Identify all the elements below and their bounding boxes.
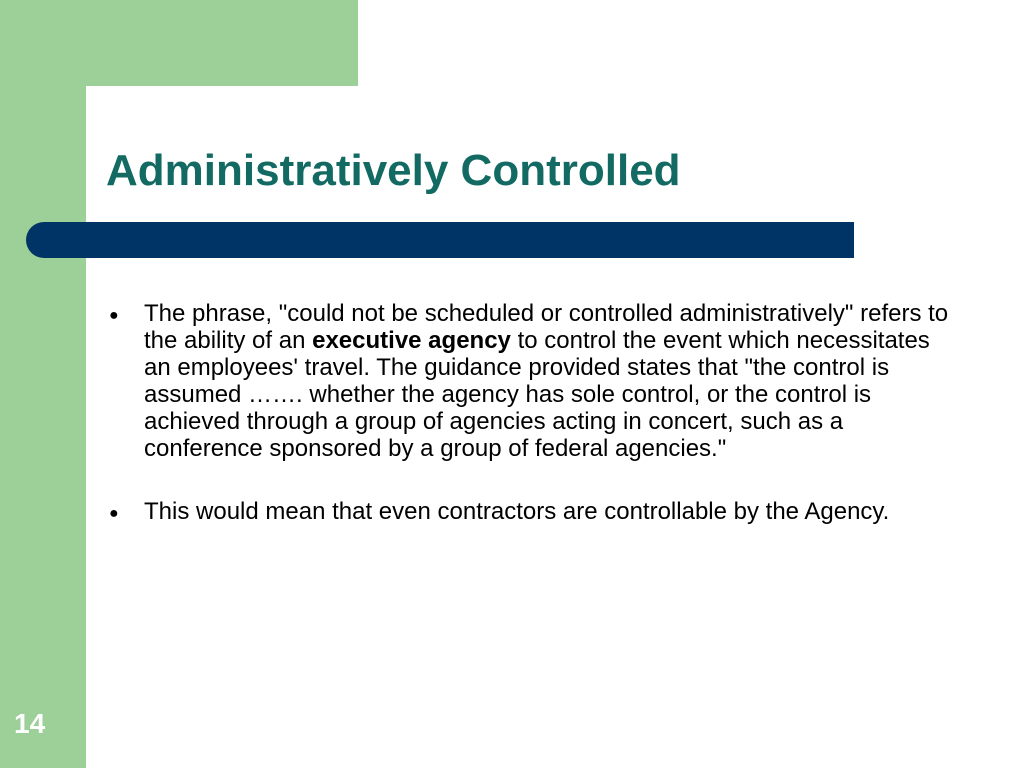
slide-body (106, 300, 956, 561)
slide-title: Administratively Controlled (106, 146, 681, 195)
bullet-text (144, 300, 948, 462)
slide-number: 14 (14, 708, 46, 739)
bullet-text-end: to control the event which necessitates an employees' travel. The guidance provided states that "the control is assumed ……. whether the agency has sole control, or the control is achieved through a group of agencies acting in concert, such as a conference sponsored by a group of federal agencies." (144, 327, 930, 462)
bullet-dot-icon: ● (109, 307, 119, 324)
bullet-dot-icon: ● (109, 505, 119, 522)
bullet-text-start: This would mean that even contractors are controllable by the Agency. (144, 498, 890, 525)
bullet-bold-term: executive agency (312, 327, 511, 354)
title-underline-bar (26, 222, 854, 258)
side-panel-top (0, 0, 358, 86)
side-panel-left (0, 0, 86, 768)
bullet-item (106, 498, 956, 525)
bullet-item (106, 300, 956, 462)
bullet-text (144, 498, 889, 525)
bullet-text-start: The phrase, "could not be scheduled or controlled administratively" refers to the ability of an (144, 300, 949, 354)
